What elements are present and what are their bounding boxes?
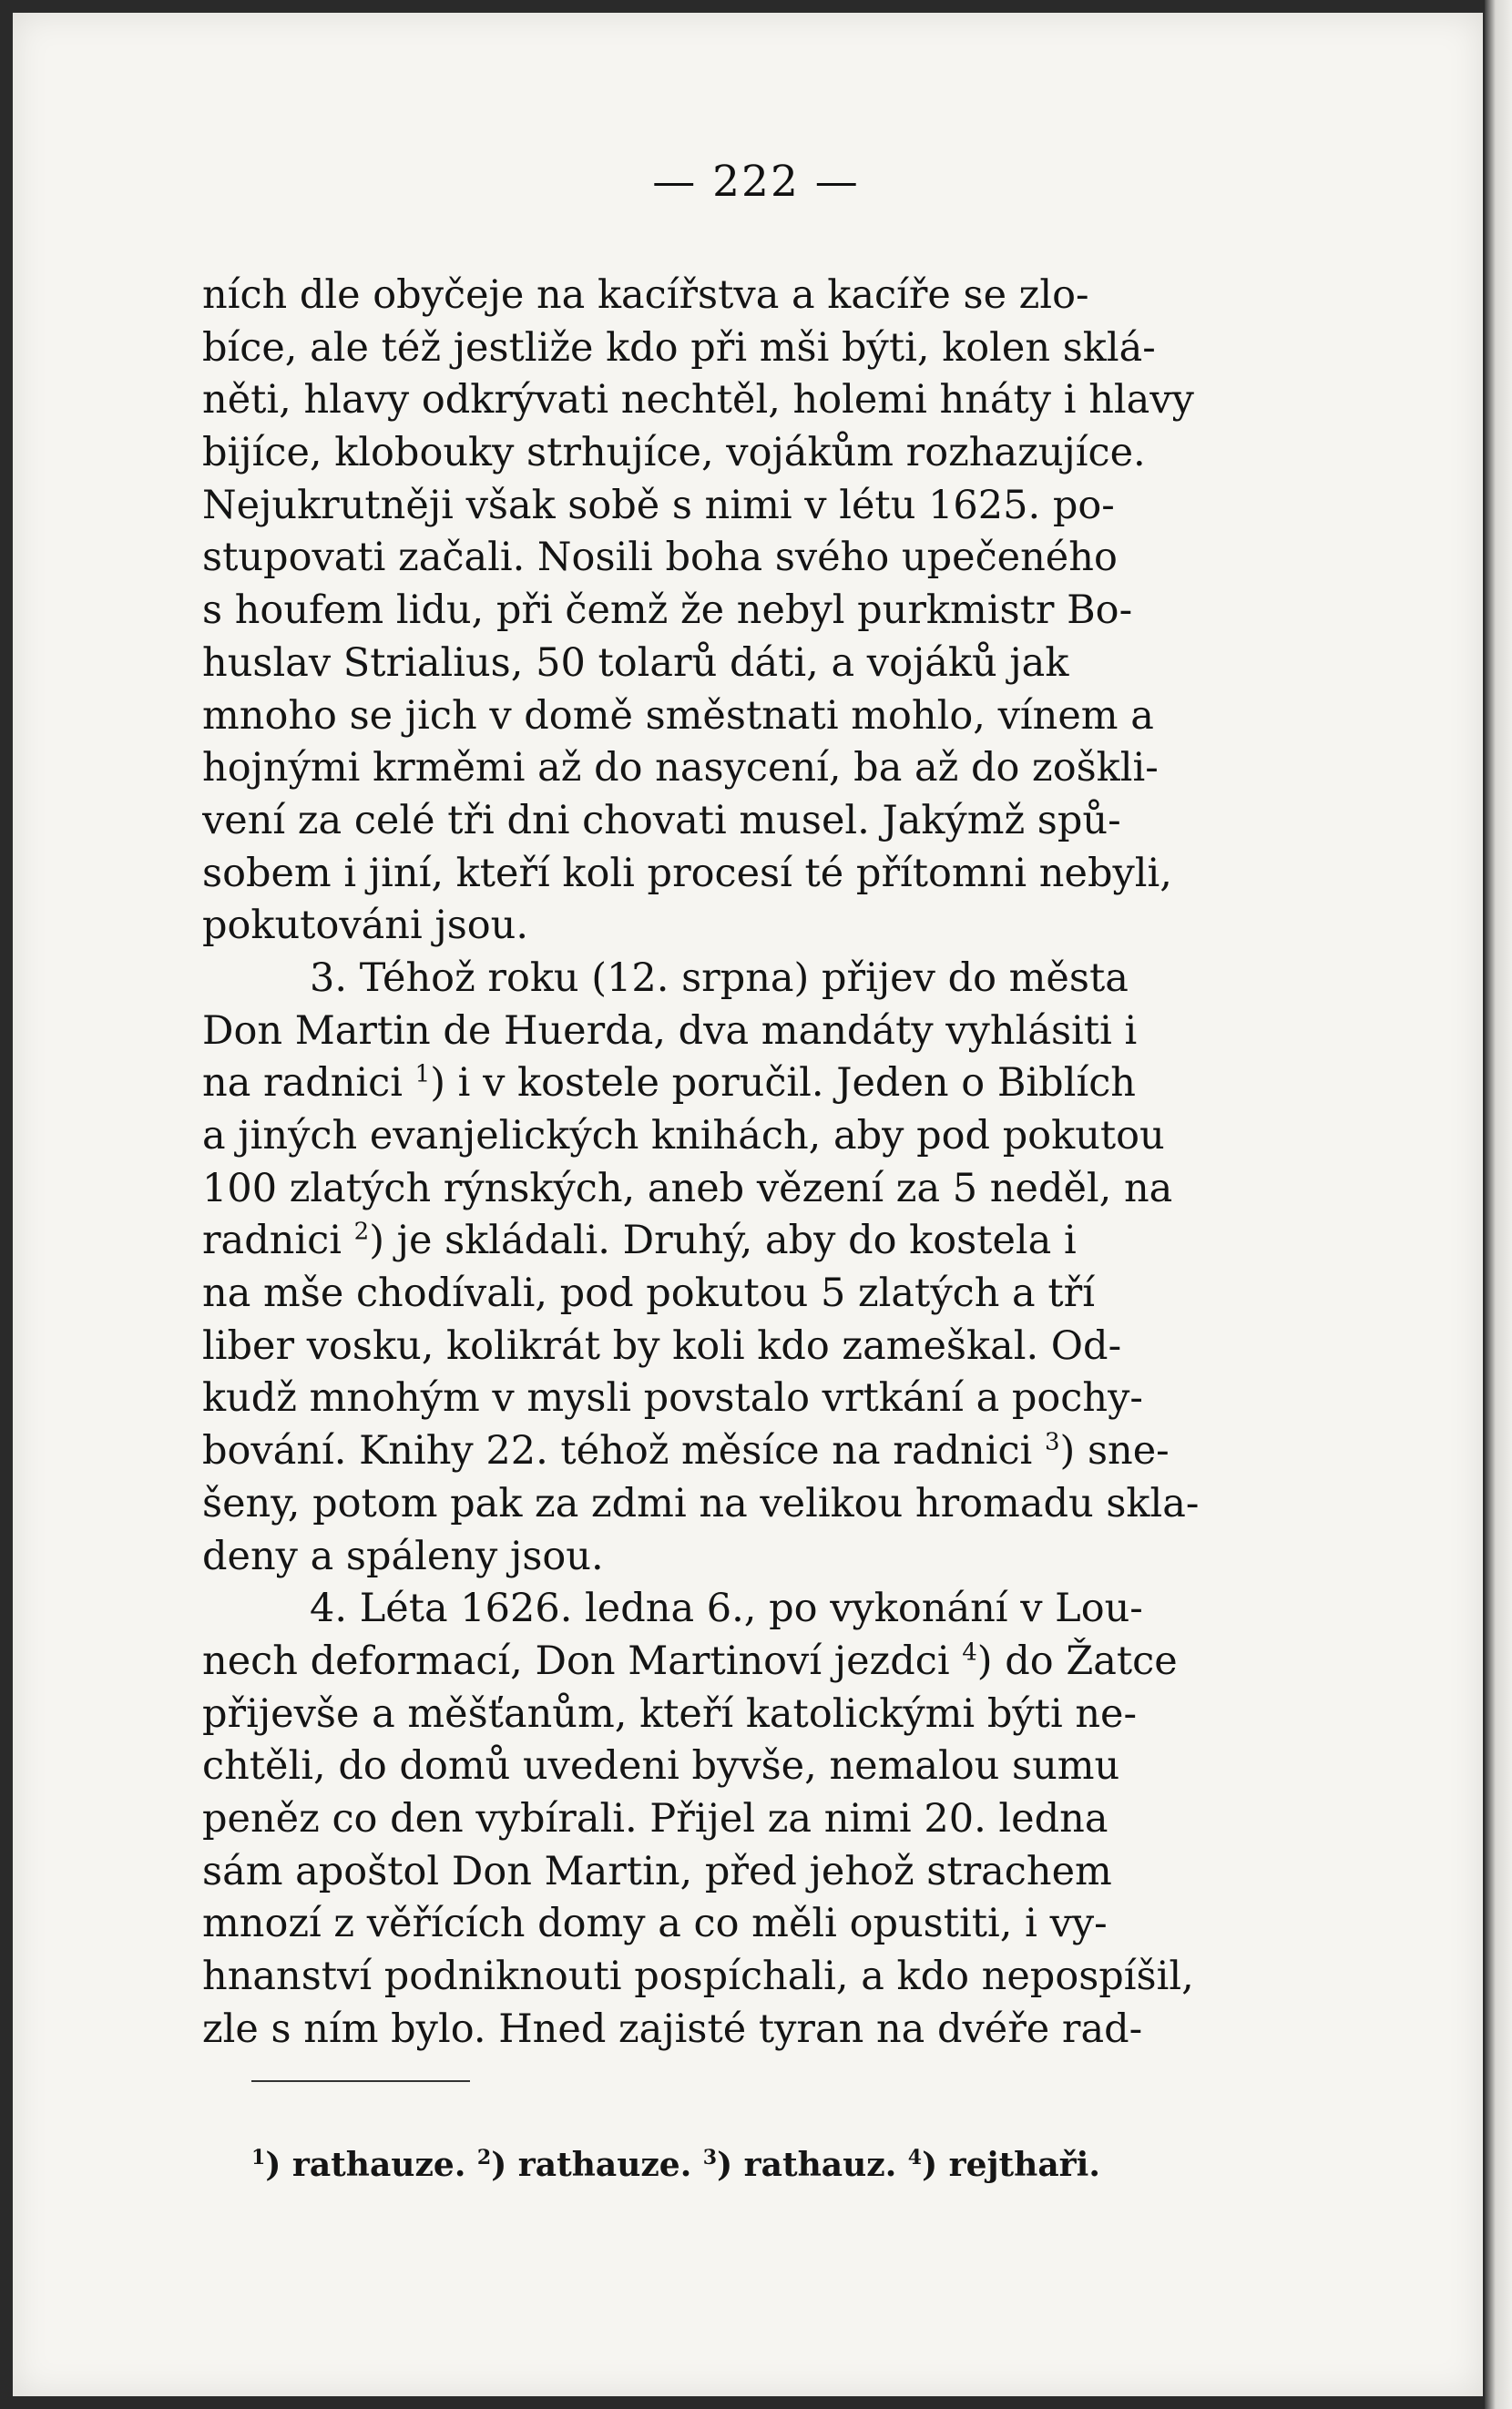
text-line: deny a spáleny jsou. <box>202 1533 604 1579</box>
text-line: na mše chodívali, pod pokutou 5 zlatých a tří <box>202 1271 1095 1317</box>
text-line: Don Martin de Huerda, dva mandáty vyhlásiti i <box>202 1007 1138 1054</box>
text-line: šeny, potom pak za zdmi na velikou hromadu skla- <box>202 1480 1200 1526</box>
page-number: — 222 — <box>652 157 860 207</box>
text-line: s houfem lidu, při čemž že nebyl purkmistr Bo- <box>202 587 1133 634</box>
text-line: přijevše a měšťanům, kteří katolickými býti ne- <box>202 1690 1138 1737</box>
body-text <box>202 270 1354 2056</box>
text-line: bování. Knihy 22. téhož měsíce na radnici $^3$) sne- <box>202 1428 1170 1475</box>
text-line: sám apoštol Don Martin, před jehož strachem <box>202 1848 1112 1894</box>
footnote-text: ) rathauz. <box>717 2146 908 2184</box>
footnote-ref: 3 <box>1044 1428 1060 1456</box>
text-line: bíce, ale též jestliže kdo při mši býti, kolen sklá- <box>202 324 1156 371</box>
footnote-ref: 1 <box>414 1060 431 1088</box>
footnote-mark: 2 <box>476 2146 492 2169</box>
footnote-text: ) rejthaři. <box>922 2146 1100 2184</box>
text-line: hnanství podniknouti pospíchali, a kdo nepospíšil, <box>202 1954 1194 1999</box>
footnote-mark: 1 <box>251 2146 266 2169</box>
text-line: vení za celé tři dni chovati musel. Jakýmž spů- <box>202 797 1121 843</box>
footnote-ref: 4 <box>962 1638 977 1667</box>
footnote-text: ) rathauze. <box>265 2146 477 2184</box>
text-line: něti, hlavy odkrývati nechtěl, holemi hnáty i hlavy <box>202 377 1194 424</box>
footnote-ref: 2 <box>353 1219 370 1247</box>
text-line: stupovati začali. Nosili boha svého upečeného <box>202 535 1118 581</box>
footnotes <box>251 2146 1162 2184</box>
footnote-mark: 4 <box>907 2146 923 2169</box>
footnote-text: ) rathauze. <box>491 2146 703 2184</box>
text-line: kudž mnohým v mysli povstalo vrtkání a pochy- <box>202 1375 1143 1422</box>
text-line: huslav Strialius, 50 tolarů dáti, a vojáků jak <box>202 639 1069 686</box>
footnote-mark: 3 <box>702 2146 718 2169</box>
text-line: sobem i jiní, kteří koli procesí té přítomni nebyli, <box>202 850 1172 896</box>
text-line: hojnými krměmi až do nasycení, ba až do zoškli- <box>202 745 1159 791</box>
text-line: a jiných evanjelických knihách, aby pod pokutou <box>202 1113 1165 1159</box>
scan-edge <box>1485 0 1512 2409</box>
text-line: chtěli, do domů uvedeni byvše, nemalou sumu <box>202 1743 1120 1790</box>
text-line: Nejukrutněji však sobě s nimi v létu 1625. po- <box>202 482 1115 528</box>
text-line: mnoho se jich v domě směstnati mohlo, vínem a <box>202 692 1154 739</box>
text-line: 4. Léta 1626. ledna 6., po vykonání v Lou- <box>310 1586 1143 1632</box>
text-line: radnici $^2$) je skládali. Druhý, aby do kostela i <box>202 1218 1077 1264</box>
text-line: bijíce, klobouky strhujíce, vojákům rozhazujíce. <box>202 430 1146 476</box>
text-line: na radnici $^1$) i v kostele poručil. Jeden o Biblích <box>202 1060 1136 1107</box>
text-line: 100 zlatých rýnských, aneb vězení za 5 neděl, na <box>202 1165 1173 1211</box>
footnote-divider <box>251 2080 470 2082</box>
text-line: mnozí z věřících domy a co měli opustiti, i vy- <box>202 1901 1108 1947</box>
text-line: peněz co den vybírali. Přijel za nimi 20. ledna <box>202 1795 1108 1842</box>
text-line: ních dle obyčeje na kacířstva a kacíře se zlo- <box>202 272 1089 318</box>
text-line: liber vosku, kolikrát by koli kdo zameškal. Od- <box>202 1322 1122 1369</box>
text-line: 3. Téhož roku (12. srpna) přijev do města <box>310 954 1129 1001</box>
text-line: pokutováni jsou. <box>202 903 529 949</box>
text-line: nech deformací, Don Martinoví jezdci $^4$) do Žatce <box>202 1638 1178 1684</box>
text-line: zle s ním bylo. Hned zajisté tyran na dvéře rad- <box>202 2006 1143 2052</box>
